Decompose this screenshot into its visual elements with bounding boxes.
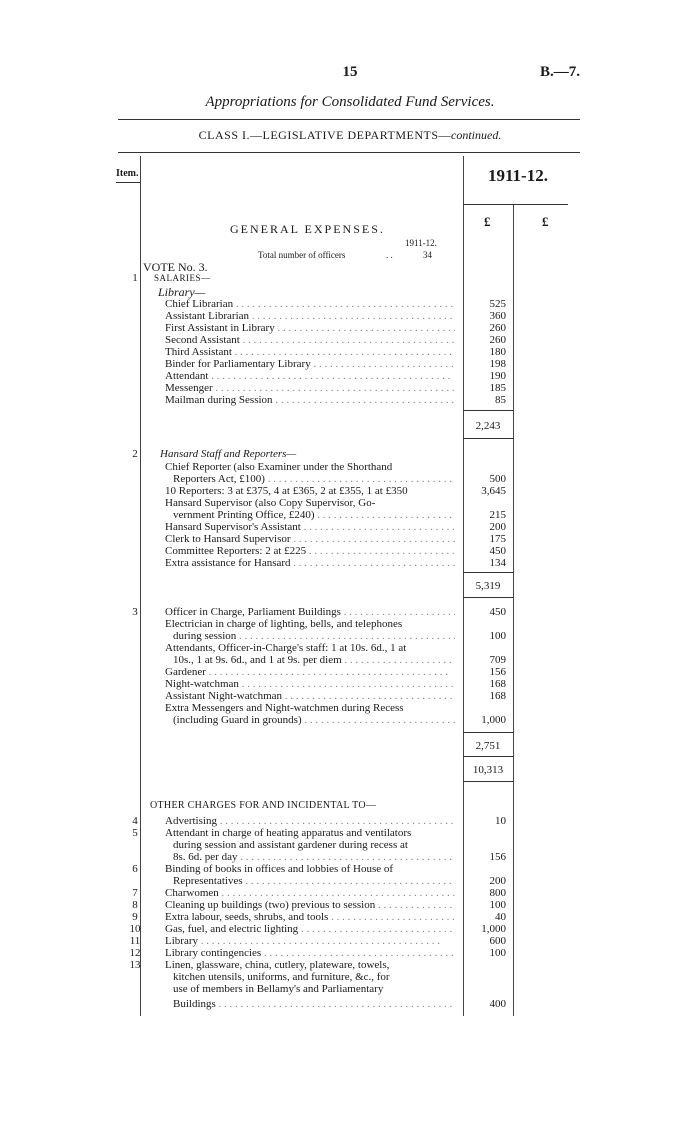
other-charge-row — [120, 998, 510, 1010]
other-charge-label: Gas, fuel, and electric lighting . . . — [165, 923, 455, 935]
item1-subtotal: 2,243 — [475, 420, 501, 432]
year-header-rule — [463, 204, 568, 205]
hansard-row — [120, 509, 510, 521]
hansard-row-label: Chief Reporter (also Examiner under the Shorthand — [165, 461, 393, 473]
other-charge-label: Charwomen . . . — [165, 887, 455, 899]
other-charge-label: Advertising . . . — [165, 815, 455, 827]
officers-count: 34 — [423, 250, 432, 260]
other-charge-amount: 100 — [489, 947, 506, 959]
hansard-row — [120, 545, 510, 557]
other-charge-label: Buildings . . . — [173, 998, 455, 1010]
class-heading-continued: continued. — [451, 128, 502, 142]
salaries-total: 10,313 — [472, 764, 504, 776]
item-number: 12 — [129, 947, 141, 959]
item-number: 1 — [132, 272, 138, 284]
item-number: 6 — [132, 863, 138, 875]
library-row-label: Second Assistant . . . — [165, 334, 455, 346]
officers-label: Total number of officers — [258, 250, 346, 260]
hansard-row-label: Hansard Supervisor (also Copy Supervisor, Go- — [165, 497, 376, 509]
buildings-row-amount: 450 — [489, 606, 506, 618]
other-charge-row — [120, 827, 510, 839]
hansard-row-amount: 200 — [489, 521, 506, 533]
subtotal-rule — [463, 410, 513, 411]
pound-symbol-col2: £ — [542, 214, 549, 229]
header-rule-bottom — [118, 152, 580, 153]
library-row-amount: 185 — [489, 382, 506, 394]
item-number: 8 — [132, 899, 138, 911]
item-number: 3 — [132, 606, 138, 618]
subtotal-rule — [463, 572, 513, 573]
library-heading: Library— — [158, 285, 206, 299]
library-row — [120, 322, 510, 334]
other-charge-label: during session and assistant gardener during recess at — [173, 839, 408, 851]
hansard-row-amount: 500 — [489, 473, 506, 485]
item-number: 10 — [129, 923, 141, 935]
total-rule-bottom — [463, 781, 513, 782]
other-charge-amount: 100 — [489, 899, 506, 911]
library-row-label: Binder for Parliamentary Library . . . — [165, 358, 455, 370]
library-row-label: Attendant . . . — [165, 370, 455, 382]
other-charge-row — [120, 851, 510, 863]
amount-column-mid-divider — [513, 205, 514, 1016]
page-subtitle: Appropriations for Consolidated Fund Services. — [205, 94, 495, 110]
buildings-row — [120, 702, 510, 714]
buildings-row — [120, 666, 510, 678]
pound-symbol-col1: £ — [484, 214, 491, 229]
other-charge-label: Library contingencies . . . — [165, 947, 455, 959]
other-charge-label: Extra labour, seeds, shrubs, and tools . . . — [165, 911, 455, 923]
other-charge-label: 8s. 6d. per day . . . — [173, 851, 455, 863]
vote-number: VOTE No. 3. — [143, 260, 208, 274]
library-row-amount: 360 — [489, 310, 506, 322]
other-charge-amount: 800 — [489, 887, 506, 899]
library-row-amount: 198 — [489, 358, 506, 370]
hansard-row — [120, 497, 510, 509]
buildings-row — [120, 618, 510, 630]
library-row-label: First Assistant in Library . . . — [165, 322, 455, 334]
hansard-subtotal: 5,319 — [475, 580, 501, 592]
hansard-row — [120, 461, 510, 473]
library-row-amount: 190 — [489, 370, 506, 382]
item-number: 11 — [129, 935, 141, 947]
document-reference: B.—7. — [539, 64, 580, 80]
buildings-row — [120, 630, 510, 642]
hansard-row — [120, 485, 510, 497]
library-row — [120, 370, 510, 382]
other-charge-row — [120, 983, 510, 995]
buildings-row-label: Night-watchman . . . — [165, 678, 455, 690]
hansard-row-amount: 450 — [489, 545, 506, 557]
hansard-row-label: 10 Reporters: 3 at £375, 4 at £365, 2 at £355, 1 at £350 — [165, 485, 408, 497]
hansard-row-amount: 3,645 — [481, 485, 506, 497]
hansard-heading-row — [120, 448, 510, 460]
hansard-row — [120, 521, 510, 533]
other-charge-row — [120, 911, 510, 923]
buildings-row-amount: 168 — [489, 678, 506, 690]
officers-dots: . . — [386, 250, 393, 260]
other-charge-row — [120, 959, 510, 971]
other-charge-amount: 200 — [489, 875, 506, 887]
section-divider — [463, 438, 513, 439]
other-charge-label: Cleaning up buildings (two) previous to session . . . — [165, 899, 455, 911]
library-row-label: Third Assistant . . . — [165, 346, 455, 358]
class-heading-text: CLASS I.—LEGISLATIVE DEPARTMENTS— — [198, 128, 452, 142]
item-column-header: Item. — [116, 168, 139, 179]
other-charge-label: Attendant in charge of heating apparatus and ventilators — [165, 827, 412, 839]
other-charge-row — [120, 947, 510, 959]
item-number: 2 — [132, 448, 138, 460]
hansard-row-label: Hansard Supervisor's Assistant . . . — [165, 521, 455, 533]
item1-number-row — [120, 272, 510, 284]
hansard-row-label: vernment Printing Office, £240) . . . — [173, 509, 455, 521]
buildings-row-amount: 1,000 — [481, 714, 506, 726]
hansard-row-amount: 134 — [489, 557, 506, 569]
item-number: 13 — [129, 959, 141, 971]
buildings-row — [120, 654, 510, 666]
library-row-label: Mailman during Session . . . — [165, 394, 455, 406]
library-row — [120, 310, 510, 322]
hansard-row — [120, 533, 510, 545]
buildings-row-label: during session . . . — [173, 630, 455, 642]
buildings-row-amount: 709 — [489, 654, 506, 666]
other-charge-amount: 400 — [489, 998, 506, 1010]
buildings-row-label: 10s., 1 at 9s. 6d., and 1 at 9s. per diem . . . — [173, 654, 455, 666]
hansard-row — [120, 473, 510, 485]
item-number: 9 — [132, 911, 138, 923]
salaries-heading: SALARIES— — [154, 273, 211, 283]
library-row-amount: 260 — [489, 334, 506, 346]
other-charge-label: Binding of books in offices and lobbies of House of — [165, 863, 394, 875]
item-number: 4 — [132, 815, 138, 827]
other-charge-label: Representatives . . . — [173, 875, 455, 887]
other-charge-row — [120, 971, 510, 983]
library-row — [120, 358, 510, 370]
hansard-row-label: Committee Reporters: 2 at £225 . . . — [165, 545, 455, 557]
officers-year: 1911-12. — [405, 238, 437, 248]
subtotal-rule — [463, 732, 513, 733]
library-row — [120, 334, 510, 346]
item-number: 5 — [132, 827, 138, 839]
buildings-row-amount: 156 — [489, 666, 506, 678]
buildings-row-amount: 168 — [489, 690, 506, 702]
other-charge-row — [120, 815, 510, 827]
section-title: GENERAL EXPENSES. — [230, 222, 385, 236]
other-charge-row — [120, 935, 510, 947]
library-row-amount: 525 — [489, 298, 506, 310]
hansard-row-amount: 215 — [489, 509, 506, 521]
buildings-subtotal: 2,751 — [475, 740, 501, 752]
hansard-row — [120, 557, 510, 569]
item-number: 7 — [132, 887, 138, 899]
buildings-row-amount: 100 — [489, 630, 506, 642]
buildings-row-label: Extra Messengers and Night-watchmen during Recess — [165, 702, 404, 714]
other-charge-row — [120, 875, 510, 887]
buildings-row — [120, 678, 510, 690]
other-charge-label: Linen, glassware, china, cutlery, plateware, towels, — [165, 959, 390, 971]
library-row — [120, 394, 510, 406]
other-charge-amount: 600 — [489, 935, 506, 947]
library-row — [120, 382, 510, 394]
total-rule — [463, 756, 513, 757]
header-rule-top — [118, 119, 580, 120]
hansard-row-label: Clerk to Hansard Supervisor . . . — [165, 533, 455, 545]
buildings-row-label: Officer in Charge, Parliament Buildings . . . — [165, 606, 455, 618]
other-charge-amount: 40 — [495, 911, 506, 923]
other-charge-label: use of members in Bellamy's and Parliamentary — [173, 983, 384, 995]
buildings-row — [120, 690, 510, 702]
buildings-row-label: Attendants, Officer-in-Charge's staff: 1 at 10s. 6d., 1 at — [165, 642, 407, 654]
hansard-row-label: Extra assistance for Hansard . . . — [165, 557, 455, 569]
other-charge-row — [120, 839, 510, 851]
other-charge-row — [120, 863, 510, 875]
other-charges-heading: OTHER CHARGES FOR AND INCIDENTAL TO— — [150, 800, 377, 811]
hansard-heading: Hansard Staff and Reporters— — [160, 448, 297, 460]
library-row-amount: 260 — [489, 322, 506, 334]
other-charge-row — [120, 899, 510, 911]
hansard-row-label: Reporters Act, £100) . . . — [173, 473, 455, 485]
other-charge-row — [120, 923, 510, 935]
library-row-label: Assistant Librarian . . . — [165, 310, 455, 322]
buildings-row-label: Assistant Night-watchman . . . — [165, 690, 455, 702]
buildings-row — [120, 714, 510, 726]
class-heading — [0, 128, 700, 143]
other-charge-amount: 156 — [489, 851, 506, 863]
buildings-row-label: (including Guard in grounds) . . . — [173, 714, 455, 726]
library-row-label: Messenger . . . — [165, 382, 455, 394]
other-charge-label: kitchen utensils, uniforms, and furniture, &c., for — [173, 971, 390, 983]
other-charge-amount: 10 — [495, 815, 506, 827]
buildings-row-label: Gardener . . . — [165, 666, 455, 678]
item-header-rule — [116, 182, 140, 183]
buildings-row — [120, 642, 510, 654]
hansard-row-amount: 175 — [489, 533, 506, 545]
library-row — [120, 298, 510, 310]
buildings-row — [120, 606, 510, 618]
other-charge-label: Library . . . — [165, 935, 455, 947]
buildings-row-label: Electrician in charge of lighting, bells, and telephones — [165, 618, 403, 630]
library-row-amount: 180 — [489, 346, 506, 358]
library-row-amount: 85 — [495, 394, 506, 406]
other-charge-amount: 1,000 — [481, 923, 506, 935]
library-row-label: Chief Librarian . . . — [165, 298, 455, 310]
other-charge-row — [120, 887, 510, 899]
section-divider — [463, 597, 513, 598]
page-number: 15 — [342, 64, 358, 80]
library-row — [120, 346, 510, 358]
year-header: 1911-12. — [488, 166, 548, 185]
